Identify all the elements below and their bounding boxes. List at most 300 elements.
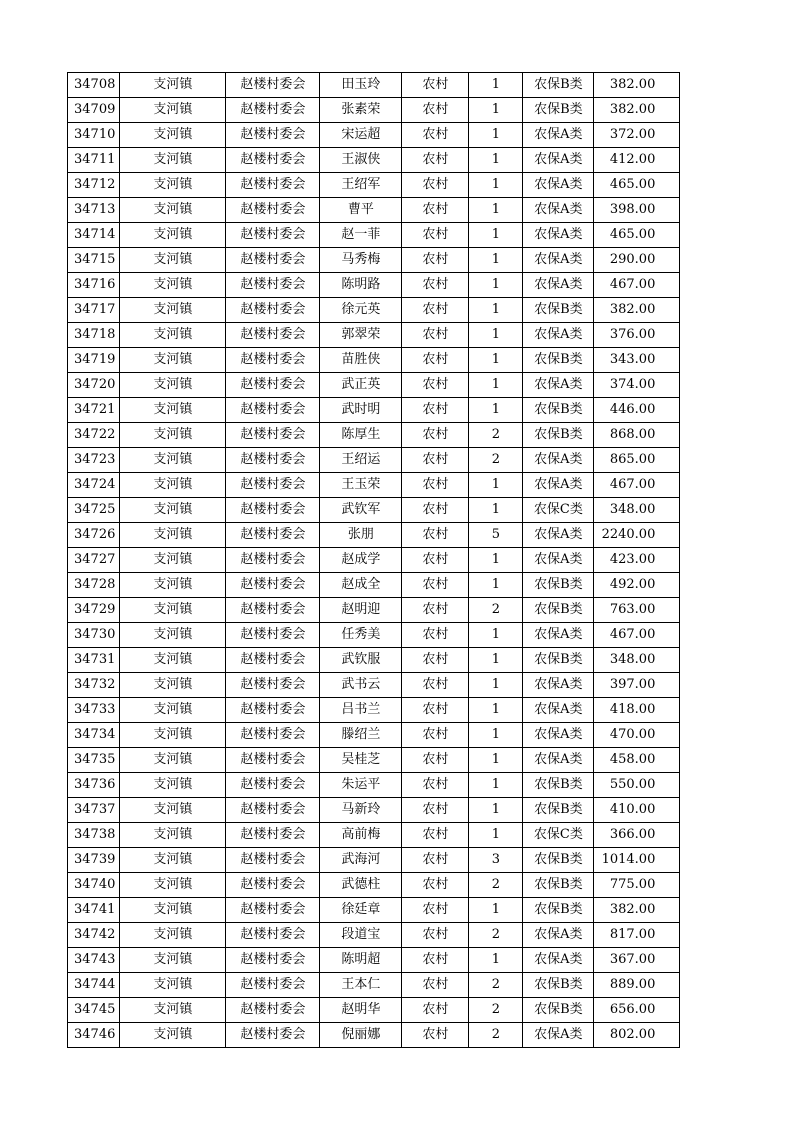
row-id-cell: 34722: [68, 423, 120, 448]
category-cell: 农保B类: [523, 873, 594, 898]
table-row: [68, 298, 680, 323]
household-type-cell: 农村: [402, 223, 469, 248]
amount-cell: 865.00: [594, 448, 680, 473]
town-cell: 支河镇: [120, 998, 226, 1023]
amount-cell: 397.00: [594, 673, 680, 698]
village-cell: 赵楼村委会: [226, 998, 320, 1023]
amount-cell: 467.00: [594, 273, 680, 298]
name-cell: 陈明超: [320, 948, 402, 973]
name-cell: 倪丽娜: [320, 1023, 402, 1048]
household-type-cell: 农村: [402, 973, 469, 998]
category-cell: 农保A类: [523, 448, 594, 473]
village-cell: 赵楼村委会: [226, 923, 320, 948]
amount-cell: 348.00: [594, 648, 680, 673]
name-cell: 段道宝: [320, 923, 402, 948]
town-cell: 支河镇: [120, 198, 226, 223]
table-row: [68, 948, 680, 973]
person-count-cell: 1: [469, 548, 523, 573]
household-type-cell: 农村: [402, 773, 469, 798]
household-type-cell: 农村: [402, 548, 469, 573]
table-row: [68, 148, 680, 173]
household-type-cell: 农村: [402, 798, 469, 823]
table-row: [68, 673, 680, 698]
table-row: [68, 823, 680, 848]
household-type-cell: 农村: [402, 648, 469, 673]
row-id-cell: 34727: [68, 548, 120, 573]
table-row: [68, 448, 680, 473]
table-row: [68, 1023, 680, 1048]
name-cell: 陈明路: [320, 273, 402, 298]
category-cell: 农保A类: [523, 748, 594, 773]
person-count-cell: 1: [469, 98, 523, 123]
person-count-cell: 1: [469, 398, 523, 423]
name-cell: 苗胜侠: [320, 348, 402, 373]
category-cell: 农保A类: [523, 548, 594, 573]
amount-cell: 367.00: [594, 948, 680, 973]
town-cell: 支河镇: [120, 948, 226, 973]
household-type-cell: 农村: [402, 623, 469, 648]
category-cell: 农保A类: [523, 148, 594, 173]
amount-cell: 418.00: [594, 698, 680, 723]
household-type-cell: 农村: [402, 748, 469, 773]
town-cell: 支河镇: [120, 398, 226, 423]
person-count-cell: 1: [469, 298, 523, 323]
person-count-cell: 1: [469, 348, 523, 373]
table-row: [68, 973, 680, 998]
household-type-cell: 农村: [402, 573, 469, 598]
row-id-cell: 34741: [68, 898, 120, 923]
name-cell: 武正英: [320, 373, 402, 398]
amount-cell: 889.00: [594, 973, 680, 998]
name-cell: 马新玲: [320, 798, 402, 823]
household-type-cell: 农村: [402, 998, 469, 1023]
row-id-cell: 34746: [68, 1023, 120, 1048]
person-count-cell: 1: [469, 148, 523, 173]
household-type-cell: 农村: [402, 98, 469, 123]
row-id-cell: 34718: [68, 323, 120, 348]
category-cell: 农保B类: [523, 73, 594, 98]
table-row: [68, 423, 680, 448]
row-id-cell: 34728: [68, 573, 120, 598]
name-cell: 王玉荣: [320, 473, 402, 498]
row-id-cell: 34738: [68, 823, 120, 848]
village-cell: 赵楼村委会: [226, 973, 320, 998]
category-cell: 农保A类: [523, 223, 594, 248]
household-type-cell: 农村: [402, 898, 469, 923]
name-cell: 王绍运: [320, 448, 402, 473]
category-cell: 农保A类: [523, 323, 594, 348]
amount-cell: 382.00: [594, 298, 680, 323]
village-cell: 赵楼村委会: [226, 198, 320, 223]
row-id-cell: 34724: [68, 473, 120, 498]
village-cell: 赵楼村委会: [226, 548, 320, 573]
person-count-cell: 1: [469, 698, 523, 723]
village-cell: 赵楼村委会: [226, 898, 320, 923]
name-cell: 武钦军: [320, 498, 402, 523]
household-type-cell: 农村: [402, 698, 469, 723]
row-id-cell: 34729: [68, 598, 120, 623]
category-cell: 农保B类: [523, 98, 594, 123]
table-row: [68, 748, 680, 773]
household-type-cell: 农村: [402, 948, 469, 973]
row-id-cell: 34745: [68, 998, 120, 1023]
person-count-cell: 1: [469, 373, 523, 398]
row-id-cell: 34715: [68, 248, 120, 273]
village-cell: 赵楼村委会: [226, 323, 320, 348]
person-count-cell: 2: [469, 973, 523, 998]
person-count-cell: 2: [469, 1023, 523, 1048]
village-cell: 赵楼村委会: [226, 223, 320, 248]
amount-cell: 802.00: [594, 1023, 680, 1048]
category-cell: 农保B类: [523, 973, 594, 998]
category-cell: 农保A类: [523, 698, 594, 723]
row-id-cell: 34734: [68, 723, 120, 748]
person-count-cell: 1: [469, 748, 523, 773]
amount-cell: 465.00: [594, 173, 680, 198]
person-count-cell: 1: [469, 473, 523, 498]
row-id-cell: 34713: [68, 198, 120, 223]
row-id-cell: 34725: [68, 498, 120, 523]
town-cell: 支河镇: [120, 423, 226, 448]
person-count-cell: 1: [469, 323, 523, 348]
village-cell: 赵楼村委会: [226, 873, 320, 898]
row-id-cell: 34721: [68, 398, 120, 423]
amount-cell: 398.00: [594, 198, 680, 223]
table-row: [68, 348, 680, 373]
row-id-cell: 34731: [68, 648, 120, 673]
household-type-cell: 农村: [402, 298, 469, 323]
person-count-cell: 3: [469, 848, 523, 873]
town-cell: 支河镇: [120, 298, 226, 323]
row-id-cell: 34709: [68, 98, 120, 123]
village-cell: 赵楼村委会: [226, 748, 320, 773]
category-cell: 农保A类: [523, 198, 594, 223]
village-cell: 赵楼村委会: [226, 823, 320, 848]
household-type-cell: 农村: [402, 148, 469, 173]
row-id-cell: 34716: [68, 273, 120, 298]
row-id-cell: 34708: [68, 73, 120, 98]
town-cell: 支河镇: [120, 273, 226, 298]
town-cell: 支河镇: [120, 98, 226, 123]
table-row: [68, 548, 680, 573]
town-cell: 支河镇: [120, 648, 226, 673]
household-type-cell: 农村: [402, 848, 469, 873]
table-row: [68, 623, 680, 648]
person-count-cell: 2: [469, 448, 523, 473]
household-type-cell: 农村: [402, 498, 469, 523]
table-row: [68, 98, 680, 123]
table-row: [68, 248, 680, 273]
village-cell: 赵楼村委会: [226, 248, 320, 273]
name-cell: 赵明迎: [320, 598, 402, 623]
amount-cell: 465.00: [594, 223, 680, 248]
household-type-cell: 农村: [402, 598, 469, 623]
household-type-cell: 农村: [402, 373, 469, 398]
name-cell: 张朋: [320, 523, 402, 548]
town-cell: 支河镇: [120, 548, 226, 573]
name-cell: 张素荣: [320, 98, 402, 123]
row-id-cell: 34744: [68, 973, 120, 998]
table-row: [68, 73, 680, 98]
town-cell: 支河镇: [120, 673, 226, 698]
name-cell: 武海河: [320, 848, 402, 873]
table-row: [68, 773, 680, 798]
person-count-cell: 1: [469, 73, 523, 98]
village-cell: 赵楼村委会: [226, 473, 320, 498]
village-cell: 赵楼村委会: [226, 773, 320, 798]
name-cell: 武钦服: [320, 648, 402, 673]
amount-cell: 374.00: [594, 373, 680, 398]
name-cell: 吕书兰: [320, 698, 402, 723]
town-cell: 支河镇: [120, 148, 226, 173]
category-cell: 农保A类: [523, 473, 594, 498]
amount-cell: 458.00: [594, 748, 680, 773]
village-cell: 赵楼村委会: [226, 723, 320, 748]
amount-cell: 382.00: [594, 98, 680, 123]
table-body: [68, 73, 680, 1048]
row-id-cell: 34740: [68, 873, 120, 898]
table-row: [68, 373, 680, 398]
amount-cell: 376.00: [594, 323, 680, 348]
household-type-cell: 农村: [402, 323, 469, 348]
town-cell: 支河镇: [120, 473, 226, 498]
household-type-cell: 农村: [402, 123, 469, 148]
amount-cell: 290.00: [594, 248, 680, 273]
amount-cell: 550.00: [594, 773, 680, 798]
village-cell: 赵楼村委会: [226, 848, 320, 873]
village-cell: 赵楼村委会: [226, 148, 320, 173]
village-cell: 赵楼村委会: [226, 423, 320, 448]
town-cell: 支河镇: [120, 723, 226, 748]
amount-cell: 372.00: [594, 123, 680, 148]
household-type-cell: 农村: [402, 423, 469, 448]
town-cell: 支河镇: [120, 448, 226, 473]
amount-cell: 763.00: [594, 598, 680, 623]
category-cell: 农保B类: [523, 573, 594, 598]
category-cell: 农保C类: [523, 823, 594, 848]
table-row: [68, 573, 680, 598]
table-row: [68, 398, 680, 423]
table-row: [68, 123, 680, 148]
table-row: [68, 648, 680, 673]
village-cell: 赵楼村委会: [226, 498, 320, 523]
town-cell: 支河镇: [120, 573, 226, 598]
village-cell: 赵楼村委会: [226, 598, 320, 623]
person-count-cell: 2: [469, 598, 523, 623]
household-type-cell: 农村: [402, 923, 469, 948]
name-cell: 郭翠荣: [320, 323, 402, 348]
town-cell: 支河镇: [120, 623, 226, 648]
household-type-cell: 农村: [402, 823, 469, 848]
person-count-cell: 1: [469, 248, 523, 273]
row-id-cell: 34735: [68, 748, 120, 773]
table-row: [68, 848, 680, 873]
amount-cell: 817.00: [594, 923, 680, 948]
name-cell: 宋运超: [320, 123, 402, 148]
category-cell: 农保A类: [523, 248, 594, 273]
person-count-cell: 1: [469, 723, 523, 748]
name-cell: 武时明: [320, 398, 402, 423]
category-cell: 农保C类: [523, 498, 594, 523]
row-id-cell: 34714: [68, 223, 120, 248]
table-row: [68, 173, 680, 198]
town-cell: 支河镇: [120, 498, 226, 523]
category-cell: 农保B类: [523, 798, 594, 823]
name-cell: 任秀美: [320, 623, 402, 648]
person-count-cell: 1: [469, 273, 523, 298]
row-id-cell: 34717: [68, 298, 120, 323]
row-id-cell: 34732: [68, 673, 120, 698]
table-row: [68, 323, 680, 348]
village-cell: 赵楼村委会: [226, 523, 320, 548]
village-cell: 赵楼村委会: [226, 348, 320, 373]
amount-cell: 348.00: [594, 498, 680, 523]
household-type-cell: 农村: [402, 198, 469, 223]
person-count-cell: 1: [469, 773, 523, 798]
person-count-cell: 1: [469, 673, 523, 698]
amount-cell: 492.00: [594, 573, 680, 598]
name-cell: 王本仁: [320, 973, 402, 998]
town-cell: 支河镇: [120, 1023, 226, 1048]
town-cell: 支河镇: [120, 898, 226, 923]
amount-cell: 467.00: [594, 473, 680, 498]
person-count-cell: 1: [469, 648, 523, 673]
person-count-cell: 1: [469, 823, 523, 848]
category-cell: 农保A类: [523, 948, 594, 973]
village-cell: 赵楼村委会: [226, 623, 320, 648]
name-cell: 赵成全: [320, 573, 402, 598]
table-row: [68, 723, 680, 748]
town-cell: 支河镇: [120, 698, 226, 723]
town-cell: 支河镇: [120, 798, 226, 823]
household-type-cell: 农村: [402, 73, 469, 98]
household-type-cell: 农村: [402, 248, 469, 273]
town-cell: 支河镇: [120, 223, 226, 248]
household-type-cell: 农村: [402, 723, 469, 748]
person-count-cell: 1: [469, 623, 523, 648]
village-cell: 赵楼村委会: [226, 123, 320, 148]
village-cell: 赵楼村委会: [226, 1023, 320, 1048]
person-count-cell: 5: [469, 523, 523, 548]
town-cell: 支河镇: [120, 323, 226, 348]
table-row: [68, 523, 680, 548]
category-cell: 农保A类: [523, 923, 594, 948]
town-cell: 支河镇: [120, 123, 226, 148]
amount-cell: 423.00: [594, 548, 680, 573]
person-count-cell: 1: [469, 798, 523, 823]
category-cell: 农保B类: [523, 898, 594, 923]
town-cell: 支河镇: [120, 248, 226, 273]
category-cell: 农保B类: [523, 348, 594, 373]
household-type-cell: 农村: [402, 473, 469, 498]
household-type-cell: 农村: [402, 273, 469, 298]
row-id-cell: 34719: [68, 348, 120, 373]
village-cell: 赵楼村委会: [226, 273, 320, 298]
person-count-cell: 1: [469, 173, 523, 198]
village-cell: 赵楼村委会: [226, 98, 320, 123]
person-count-cell: 1: [469, 573, 523, 598]
town-cell: 支河镇: [120, 823, 226, 848]
name-cell: 马秀梅: [320, 248, 402, 273]
category-cell: 农保A类: [523, 1023, 594, 1048]
category-cell: 农保B类: [523, 298, 594, 323]
table-row: [68, 923, 680, 948]
category-cell: 农保A类: [523, 173, 594, 198]
table-row: [68, 998, 680, 1023]
name-cell: 高前梅: [320, 823, 402, 848]
table-row: [68, 798, 680, 823]
row-id-cell: 34723: [68, 448, 120, 473]
person-count-cell: 1: [469, 198, 523, 223]
town-cell: 支河镇: [120, 348, 226, 373]
name-cell: 徐元英: [320, 298, 402, 323]
name-cell: 滕绍兰: [320, 723, 402, 748]
town-cell: 支河镇: [120, 848, 226, 873]
name-cell: 徐廷章: [320, 898, 402, 923]
table-row: [68, 898, 680, 923]
name-cell: 田玉玲: [320, 73, 402, 98]
row-id-cell: 34743: [68, 948, 120, 973]
town-cell: 支河镇: [120, 523, 226, 548]
household-type-cell: 农村: [402, 673, 469, 698]
category-cell: 农保A类: [523, 623, 594, 648]
name-cell: 吴桂芝: [320, 748, 402, 773]
village-cell: 赵楼村委会: [226, 298, 320, 323]
name-cell: 曹平: [320, 198, 402, 223]
row-id-cell: 34739: [68, 848, 120, 873]
household-type-cell: 农村: [402, 173, 469, 198]
town-cell: 支河镇: [120, 748, 226, 773]
category-cell: 农保A类: [523, 723, 594, 748]
village-cell: 赵楼村委会: [226, 173, 320, 198]
name-cell: 赵成学: [320, 548, 402, 573]
category-cell: 农保B类: [523, 998, 594, 1023]
village-cell: 赵楼村委会: [226, 573, 320, 598]
category-cell: 农保B类: [523, 648, 594, 673]
person-count-cell: 1: [469, 223, 523, 248]
village-cell: 赵楼村委会: [226, 648, 320, 673]
category-cell: 农保A类: [523, 523, 594, 548]
category-cell: 农保B类: [523, 423, 594, 448]
amount-cell: 2240.00: [594, 523, 680, 548]
name-cell: 赵明华: [320, 998, 402, 1023]
name-cell: 陈厚生: [320, 423, 402, 448]
row-id-cell: 34710: [68, 123, 120, 148]
town-cell: 支河镇: [120, 373, 226, 398]
table-row: [68, 873, 680, 898]
village-cell: 赵楼村委会: [226, 698, 320, 723]
village-cell: 赵楼村委会: [226, 448, 320, 473]
village-cell: 赵楼村委会: [226, 948, 320, 973]
amount-cell: 366.00: [594, 823, 680, 848]
amount-cell: 470.00: [594, 723, 680, 748]
amount-cell: 1014.00: [594, 848, 680, 873]
person-count-cell: 1: [469, 498, 523, 523]
amount-cell: 382.00: [594, 73, 680, 98]
person-count-cell: 1: [469, 948, 523, 973]
household-type-cell: 农村: [402, 873, 469, 898]
table-row: [68, 598, 680, 623]
person-count-cell: 2: [469, 998, 523, 1023]
category-cell: 农保A类: [523, 673, 594, 698]
name-cell: 王绍军: [320, 173, 402, 198]
amount-cell: 775.00: [594, 873, 680, 898]
household-type-cell: 农村: [402, 398, 469, 423]
amount-cell: 868.00: [594, 423, 680, 448]
table-row: [68, 198, 680, 223]
village-cell: 赵楼村委会: [226, 373, 320, 398]
row-id-cell: 34730: [68, 623, 120, 648]
